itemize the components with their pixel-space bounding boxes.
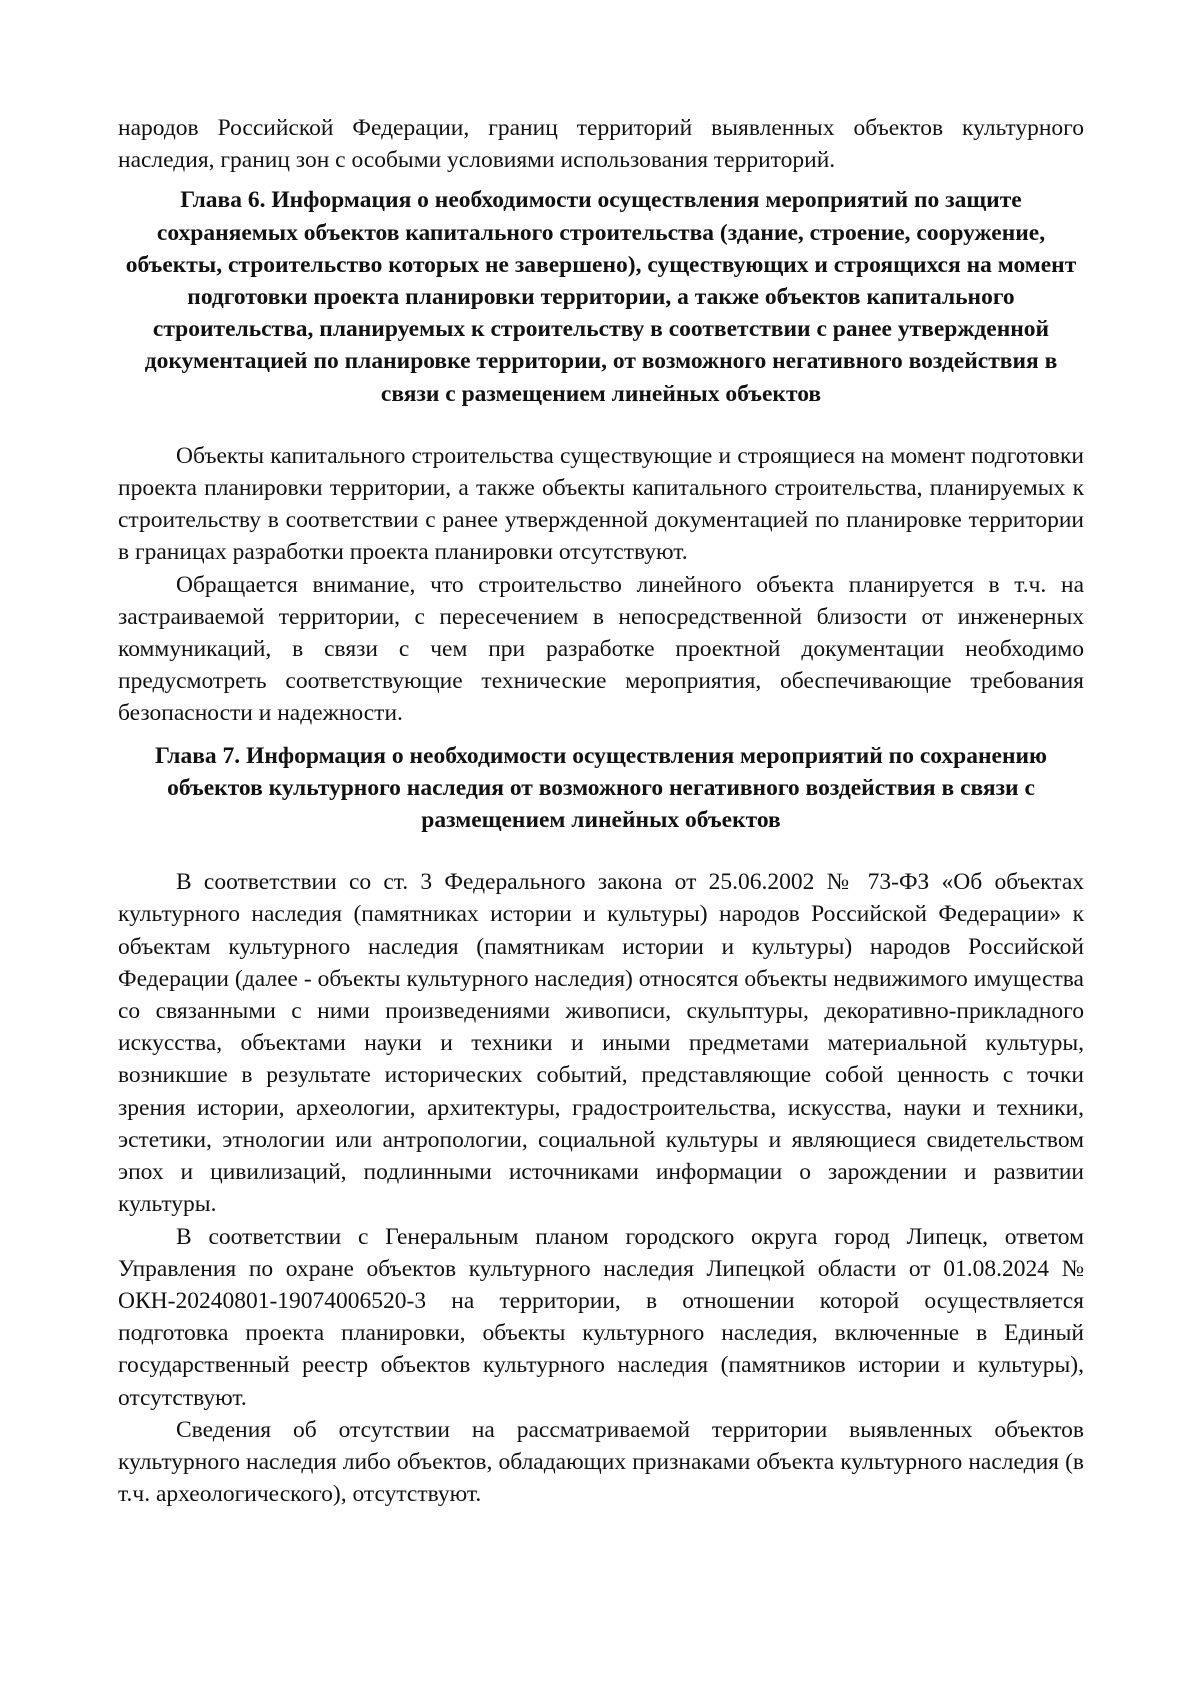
spacer — [118, 410, 1084, 440]
chapter-6-paragraph-1: Объекты капитального строительства существующие и строящиеся на момент подготовки проекта планировки территории, а также объекты капитального строительства, планируемых к строительству в соответствии с ранее утвержденной документацией по планировке территории в границах разработки проекта планировки отсутствуют. — [118, 442, 1084, 566]
chapter-7-paragraph-3: Сведения об отсутствии на рассматриваемой территории выявленных объектов культурного наследия либо объектов, обладающих признаками объекта культурного наследия (в т.ч. археологического), отсутствуют. — [118, 1416, 1084, 1508]
document-page — [118, 112, 1084, 1510]
chapter-7-paragraph-2: В соответствии с Генеральным планом городского округа город Липецк, ответом Управления по охране объектов культурного наследия Липецкой области от 01.08.2024 № ОКН-20240801-19074006520-3 на территории, в отношении которой осуществляется подготовка проекта планировки, объекты культурного наследия, включенные в Единый государственный реестр объектов культурного наследия (памятников истории и культуры), отсутствуют. — [118, 1223, 1084, 1411]
chapter-6-paragraph-2: Обращается внимание, что строительство линейного объекта планируется в т.ч. на застраиваемой территории, с пересечением в непосредственной близости от инженерных коммуникаций, в связи с чем при разработке проектной документации необходимо предусмотреть соответствующие технические мероприятия, обеспечивающие требования безопасности и надежности. — [118, 571, 1084, 727]
chapter-7-heading: Глава 7. Информация о необходимости осуществления мероприятий по сохранению объектов культурного наследия от возможного негативного воздействия в связи с размещением линейных объектов — [154, 742, 1048, 834]
intro-paragraph: народов Российской Федерации, границ территорий выявленных объектов культурного наследия, границ зон с особыми условиями использования территорий. — [118, 115, 1084, 174]
spacer — [118, 836, 1084, 866]
chapter-7-paragraph-1: В соответствии со ст. 3 Федерального закона от 25.06.2002 № 73-ФЗ «Об объектах культурного наследия (памятниках истории и культуры) народов Российской Федерации» к объектам культурного наследия (памятникам истории и культуры) народов Российской Федерации (далее - объекты культурного наследия) относятся объекты недвижимого имущества со связанными с ними произведениями живописи, скульптуры, декоративно-прикладного искусства, объектами науки и техники и иными предметами материальной культуры, возникшие в результате исторических событий, представляющие собой ценность с точки зрения истории, археологии, архитектуры, градостроительства, искусства, науки и техники, эстетики, этнологии или антропологии, социальной культуры и являющиеся свидетельством эпох и цивилизаций, подлинными источниками информации о зарождении и развитии культуры. — [118, 869, 1084, 1218]
chapter-6-heading: Глава 6. Информация о необходимости осуществления мероприятий по защите сохраняемых объектов капитального строительства (здание, строение, сооружение, объекты, строительство которых не завершено), существующих и строящихся на момент подготовки проекта планировки территории, а также объектов капитального строительства, планируемых к строительству в соответствии с ранее утвержденной документацией по планировке территории, от возможного негативного воздействия в связи с размещением линейных объектов — [125, 187, 1077, 407]
